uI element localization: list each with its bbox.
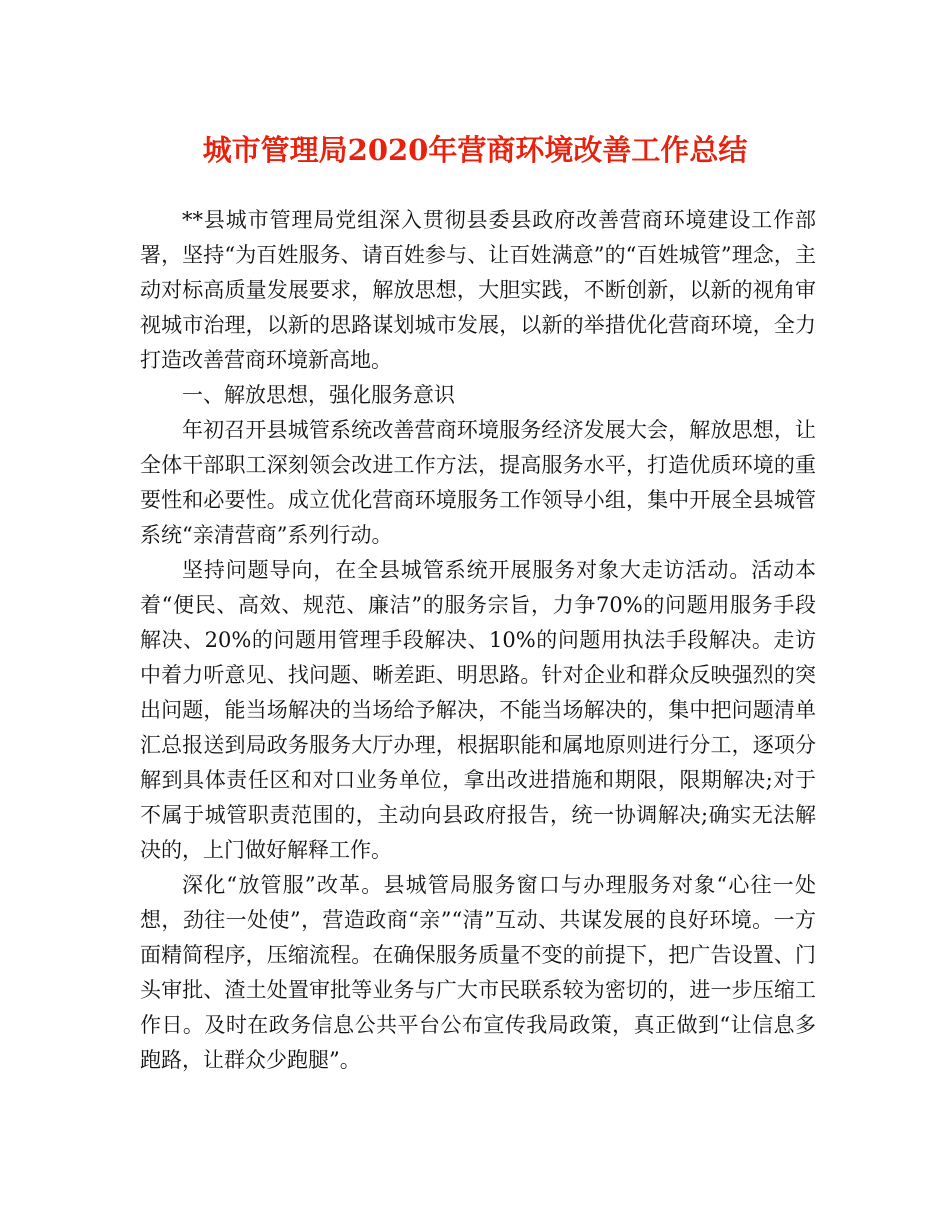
body-paragraph: 年初召开县城管系统改善营商环境服务经济发展大会，解放思想，让全体干部职工深刻领会改进工作方法，提高服务水平，打造优质环境的重要性和必要性。成立优化营商环境服务工作领导小组，集中开展全县城管系统“亲清营商”系列行动。 — [140, 418, 816, 547]
section-heading-1: 一、解放思想，强化服务意识 — [182, 383, 455, 407]
intro-paragraph: **县城市管理局党组深入贯彻县委县政府改善营商环境建设工作部署，坚持“为百姓服务、请百姓参与、让百姓满意”的“百姓城管”理念，主动对标高质量发展要求，解放思想，大胆实践，不断创新，以新的视角审视城市治理，以新的思路谋划城市发展，以新的举措优化营商环境，全力打造改善营商环境新高地。 — [140, 208, 816, 372]
body-paragraph: 深化“放管服”改革。县城管局服务窗口与办理服务对象“心往一处想，劲往一处使”，营造政商“亲”“清”互动、共谋发展的良好环境。一方面精简程序，压缩流程。在确保服务质量不变的前提下，把广告设置、门头审批、渣土处置审批等业务与广大市民联系较为密切的，进一步压缩工作日。及时在政务信息公共平台公布宣传我局政策，真正做到“让信息多跑路，让群众少跑腿”。 — [140, 873, 816, 1072]
document-body — [140, 203, 816, 1078]
body-paragraph: 坚持问题导向，在全县城管系统开展服务对象大走访活动。活动本着“便民、高效、规范、廉洁”的服务宗旨，力争70%的问题用服务手段解决、20%的问题用管理手段解决、10%的问题用执法手段解决。走访中着力听意见、找问题、晰差距、明思路。针对企业和群众反映强烈的突出问题，能当场解决的当场给予解决，不能当场解决的，集中把问题清单汇总报送到局政务服务大厅办理，根据职能和属地原则进行分工，逐项分解到具体责任区和对口业务单位，拿出改进措施和期限，限期解决;对于不属于城管职责范围的，主动向县政府报告，统一协调解决;确实无法解决的，上门做好解释工作。 — [140, 558, 816, 862]
document-title: 城市管理局2020年营商环境改善工作总结 — [202, 133, 748, 167]
